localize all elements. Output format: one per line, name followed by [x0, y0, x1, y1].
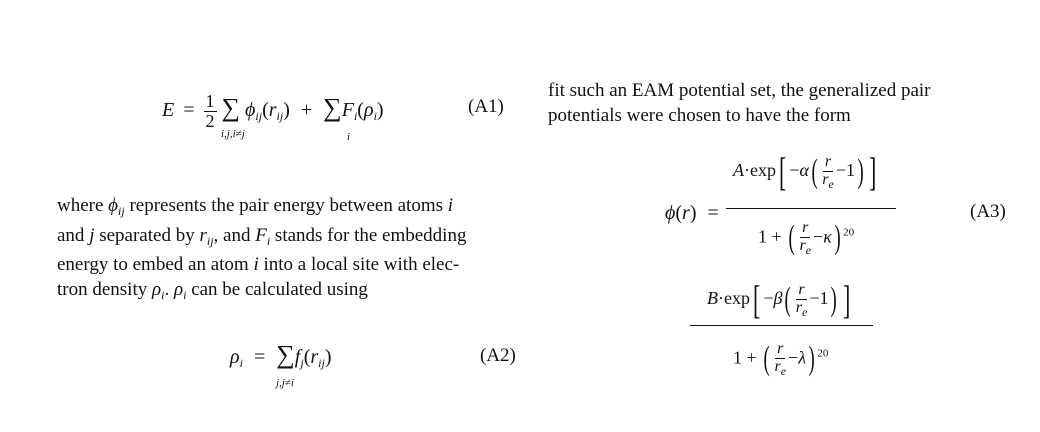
paragraph-left-line-1: where $\phi_{ij}$ represents the pair energy between atoms i [57, 195, 454, 218]
a3-term1-numerator: A·exp[ −α( $\frac{r}{r_e}$ −1) ] [733, 149, 877, 194]
plus-sign: + [300, 98, 313, 121]
equation-tag-a1: (A1) [468, 96, 504, 117]
equation-a3-lhs: ϕ(r) = [665, 202, 719, 224]
paragraph-left-line-4: tron density $\rho_i$. $\rho_i$ can be calculated using [57, 278, 368, 302]
sum-symbol-1: ∑ [221, 92, 241, 122]
equation-tag-a2: (A2) [480, 345, 516, 366]
equals-sign: = [183, 98, 195, 121]
sum-limits-2: i [347, 131, 351, 143]
a3-term2-numerator: B·exp[ −β( $\frac{r}{r_e}$ −1) ] [707, 277, 851, 322]
equation-tag-a3: (A3) [970, 201, 1006, 222]
a3-term2-denominator: 1 + ( $\frac{r}{r_e}$ −λ) $^{20}$ [733, 340, 829, 378]
a3-term1-fraction-bar [726, 208, 896, 209]
sum-symbol-2: ∑ [323, 92, 342, 122]
paragraph-right-line-1: fit such an EAM potential set, the generalized pair [548, 80, 931, 101]
one-half-fraction: $\frac{1}{2}$ [205, 91, 215, 131]
paragraph-left-line-2: and j separated by $r_{ij}$, and $F_i$ stands for the embedding [57, 224, 467, 248]
equation-a1: E = $\frac{1}{2}$ ∑ $\phi_{ij}(r_{ij}) + \sum F_i(\rho_i)$ [162, 91, 384, 131]
a3-term2-minus-bar [690, 325, 873, 326]
paragraph-left [57, 194, 466, 307]
equation-a2: $\rho_i = \sum f_j(r_{ij})$ [230, 340, 332, 370]
paragraph-right-line-2: potentials were chosen to have the form [548, 104, 851, 126]
paragraph-left-line-3: energy to embed an atom i into a local site with elec- [57, 254, 460, 275]
paragraph-right [548, 79, 931, 128]
a3-term1-denominator: 1 + ( $\frac{r}{r_e}$ −κ) $^{20}$ [758, 219, 855, 257]
sum-limits-a2: j,j≠i [276, 377, 294, 389]
sum-limits-1: i,j,i≠j [221, 128, 245, 140]
embedding-F: F [341, 98, 354, 121]
energy-symbol: E [162, 98, 175, 121]
phi-symbol: ϕ [245, 98, 256, 121]
